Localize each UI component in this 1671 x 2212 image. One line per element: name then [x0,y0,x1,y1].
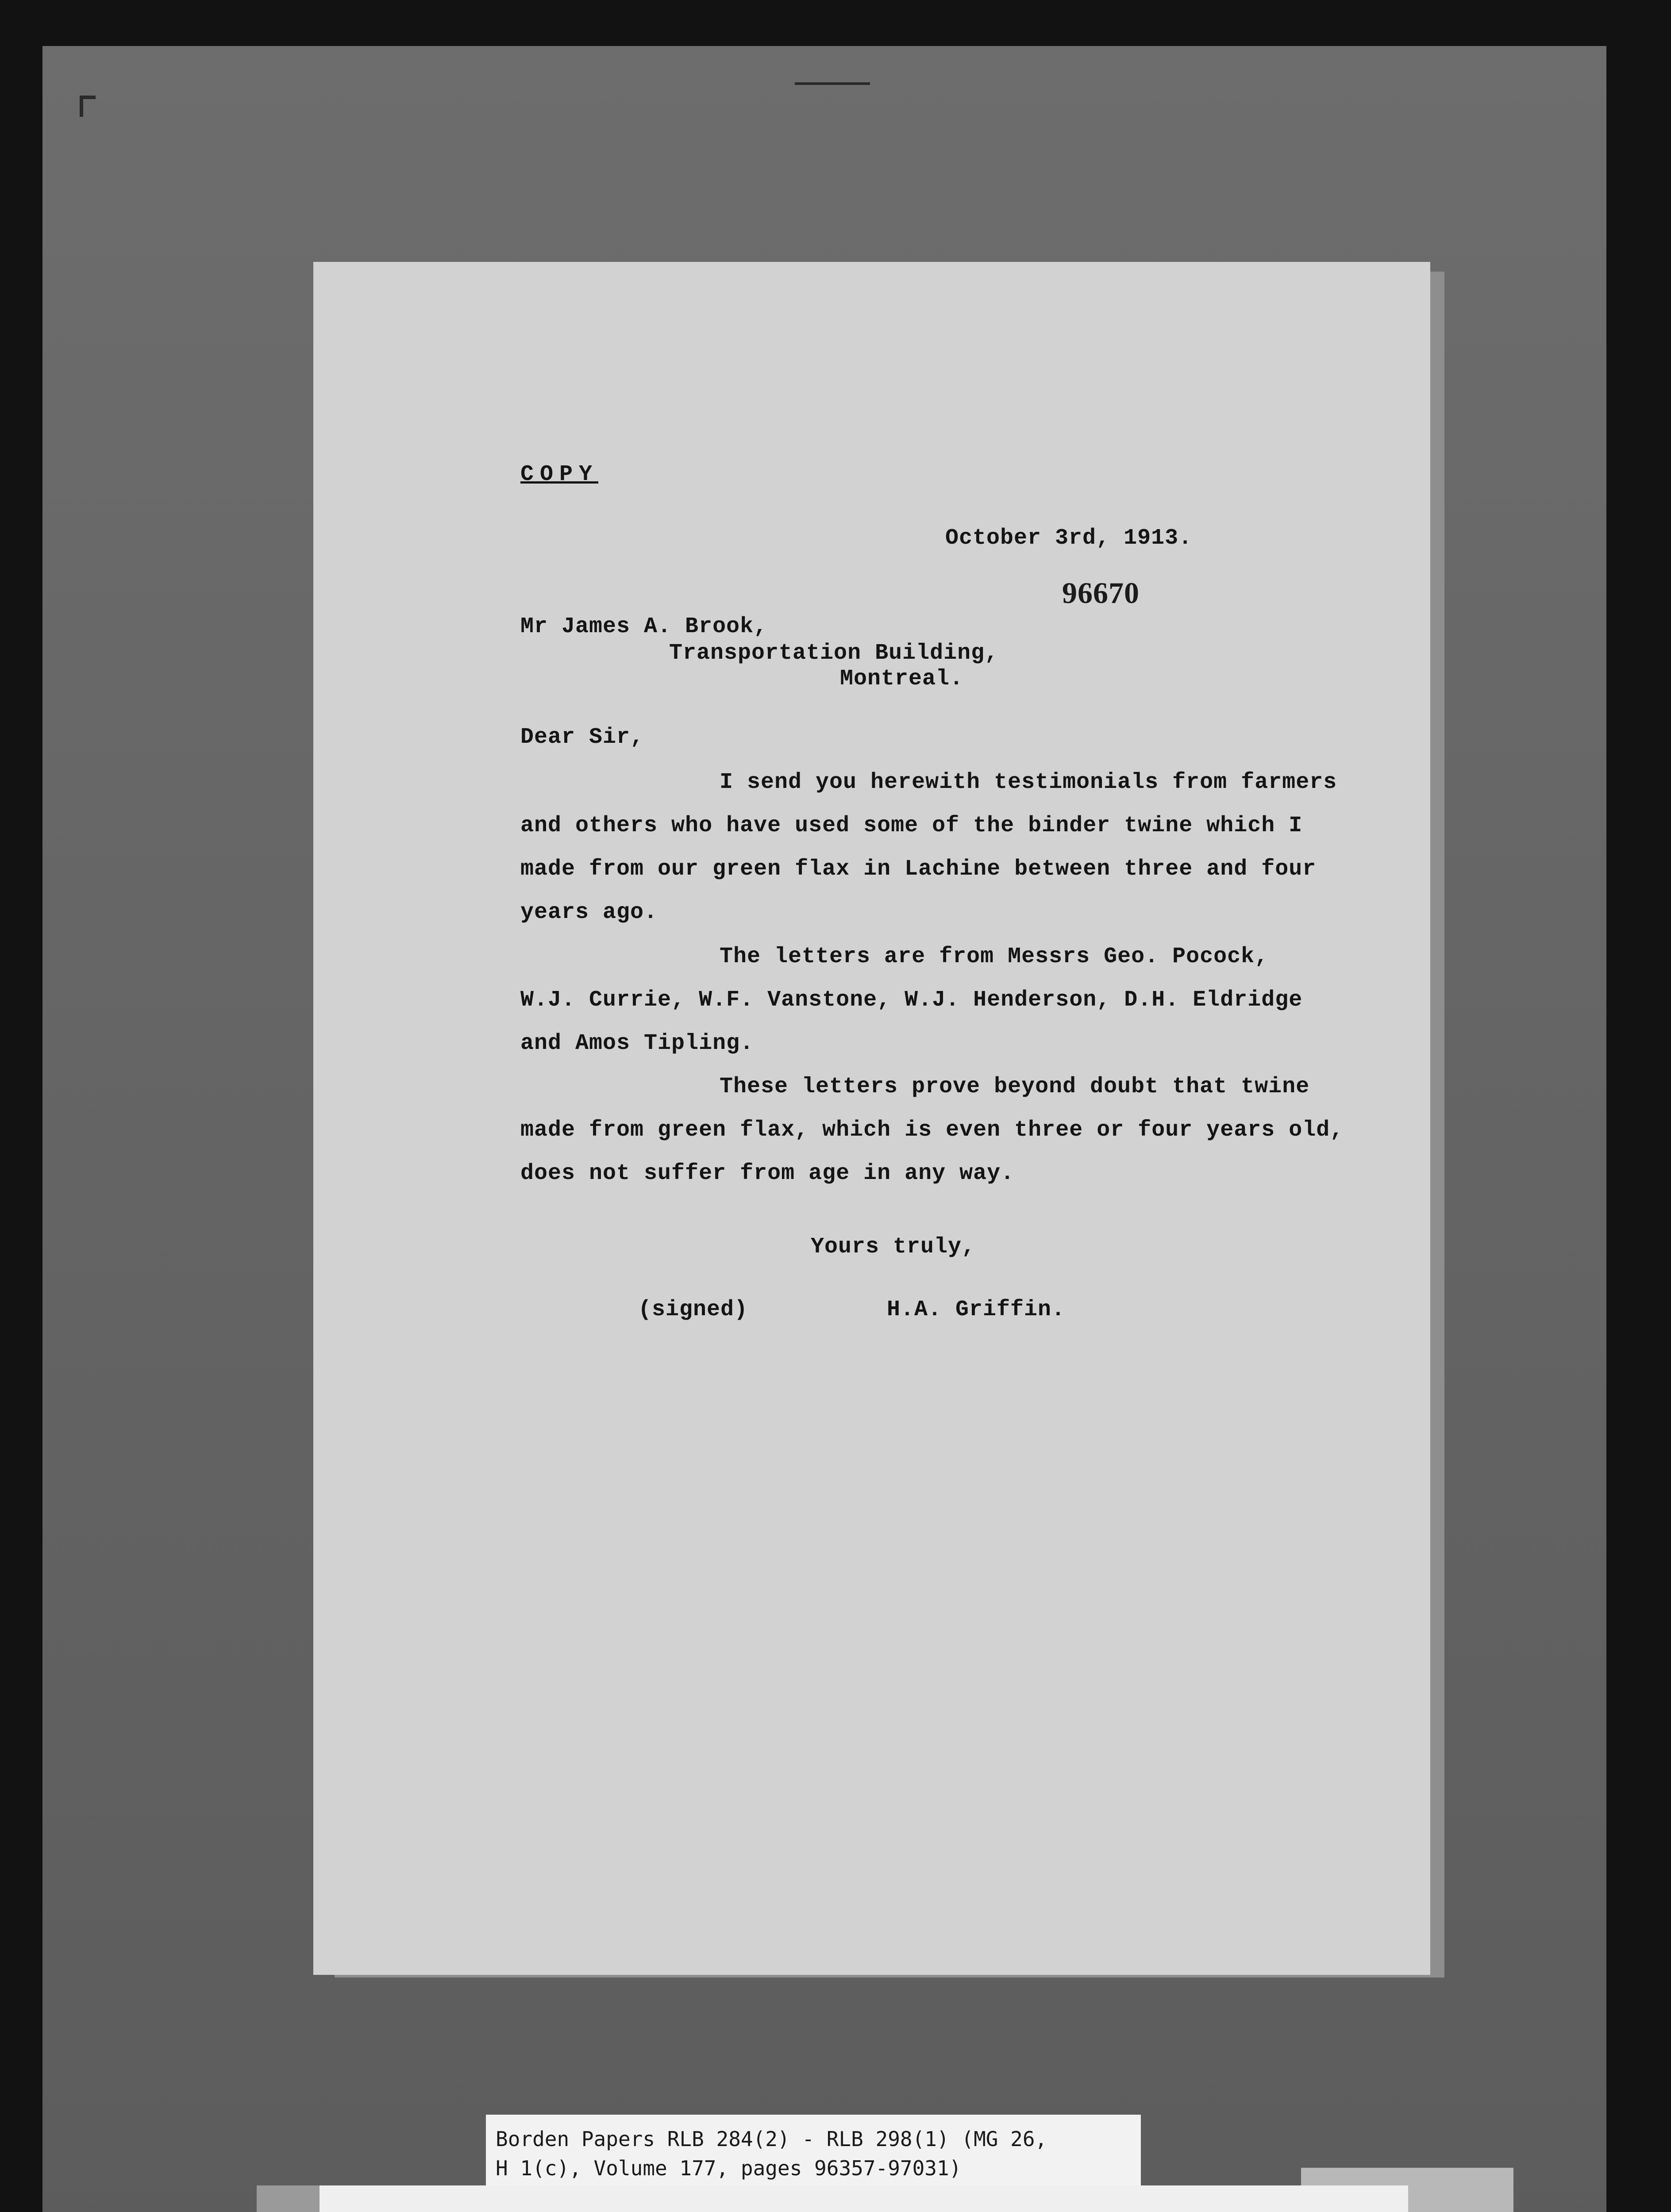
body-line: does not suffer from age in any way. [520,1161,1015,1186]
copy-heading: COPY [520,462,599,487]
body-line: W.J. Currie, W.F. Vanstone, W.J. Henderson, D.H. Eldridge [520,987,1303,1013]
recipient-name: Mr James A. Brook, [520,614,768,639]
recipient-building: Transportation Building, [669,641,999,666]
archive-reference-line: H 1(c), Volume 177, pages 96357-97031) [496,2156,962,2180]
body-line: The letters are from Messrs Geo. Pocock, [720,944,1269,969]
frame-top-mark [795,82,870,85]
document-number-stamp: 96670 [1062,576,1140,610]
closing: Yours truly, [811,1234,976,1260]
body-line: made from our green flax in Lachine between three and four [520,856,1317,882]
signed-note: (signed) [638,1297,748,1322]
body-line: I send you herewith testimonials from farmers [720,770,1337,795]
body-line: made from green flax, which is even three or four years old, [520,1118,1344,1143]
body-line: and Amos Tipling. [520,1031,754,1056]
signer-name: H.A. Griffin. [887,1297,1066,1322]
public-archives-stamp [320,2185,1408,2212]
body-line: These letters prove beyond doubt that twine [720,1074,1310,1099]
body-line: years ago. [520,900,658,925]
recipient-city: Montreal. [840,666,964,691]
letter-date: October 3rd, 1913. [945,526,1193,551]
letter-page [313,262,1430,1975]
body-line: and others who have used some of the binder twine which I [520,813,1303,838]
salutation: Dear Sir, [520,725,644,750]
frame-corner-mark [80,96,96,99]
microfilm-mount [42,46,1606,2212]
archive-reference-line: Borden Papers RLB 284(2) - RLB 298(1) (MG 26, [496,2127,1047,2151]
